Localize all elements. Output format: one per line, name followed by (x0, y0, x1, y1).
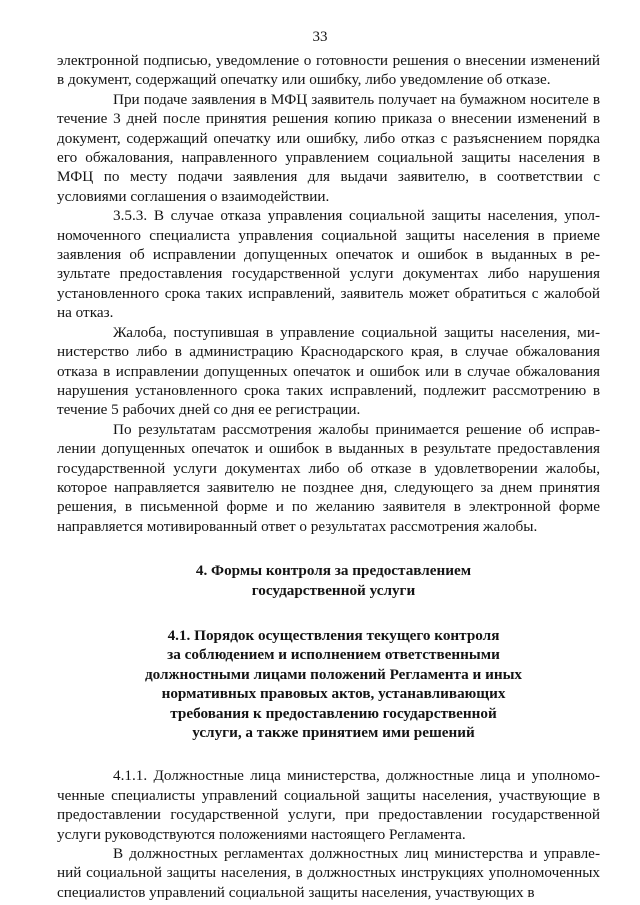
subsection-heading-line: за соблюдением и исполнением ответственными (167, 646, 500, 664)
subsection-heading-line: нормативных правовых актов, устанавливающих (161, 685, 506, 703)
section-heading-4 (57, 561, 600, 600)
subsection-heading-4-1 (57, 626, 600, 742)
subsection-heading-line: 4.1. Порядок осуществления текущего контроля (167, 626, 500, 644)
subsection-heading-line: услуги, а также принятием ими решений (192, 724, 475, 741)
subsection-heading-line: требования к предоставлению государственной (170, 704, 497, 722)
paragraph-complaint-result: По результатам рассмотрения жалобы принимается решение об исправлении допущенных опечаток и ошибок в выданных в результате предоставления государственной услуги документах либо об отказе в удовлетворении жалобы, которое направляется заявителю не позднее дня, следующего за днем принятия решения, в письменной форме и по желанию заявителя в электронной форме направляется мотивированный ответ о результатах рассмотрения жалобы. (57, 420, 600, 535)
page-number: 33 (312, 29, 328, 45)
section-heading-4-line1: 4. Формы контроля за предоставлением (195, 562, 472, 580)
paragraph-regulations: В должностных регламентах должностных лиц министерства и управлений социальной защиты населения, в должностных инструкциях уполномоченных специалистов управлений социальной защиты населения, участвующих в (57, 845, 600, 901)
page-content (57, 51, 600, 902)
paragraph-complaint: Жалоба, поступившая в управление социальной защиты населения, министерство либо в администрацию Краснодарского края, в случае обжалования отказа в исправлении допущенных опечаток и ошибок или в случае обжалования нарушения установленного срока таких исправлений, подлежит рассмотрению в течение 5 рабочих дней со дня ее регистрации. (57, 323, 600, 419)
paragraph-3-5-3: 3.5.3. В случае отказа управления социальной защиты населения, уполномоченного специалиста управления социальной защиты населения в приеме заявления об исправлении допущенных опечаток и ошибок в выданных в результате предоставления государственной услуги документах либо нарушения установленного срока таких исправлений, заявитель может обратиться с жалобой на отказ. (57, 207, 600, 322)
section-heading-4-line2: государственной услуги (251, 581, 416, 599)
paragraph-continuation: электронной подписью, уведомление о готовности решения о внесении изменений в документ, содержащий опечатку или ошибку, либо уведомление об отказе. (57, 52, 600, 89)
paragraph-4-1-1: 4.1.1. Должностные лица министерства, должностные лица и уполномоченные специалисты управлений социальной защиты населения, участвующие в предоставлении государственной услуги, при предоставлении государственной услуги руководствуются положениями настоящего Регламента. (57, 767, 600, 843)
paragraph-mfc: При подаче заявления в МФЦ заявитель получает на бумажном носителе в течение 3 дней после принятия решения копию приказа о внесении изменений в документ, содержащий опечатку или ошибку, либо отказ с разъяснением порядка его обжалования, направленного управлением социальной защиты населения в МФЦ по месту подачи заявления для выдачи заявителю, в соответствии с условиями соглашения о взаимодействии. (57, 90, 600, 205)
subsection-heading-line: должностными лицами положений Регламента и иных (144, 665, 523, 683)
